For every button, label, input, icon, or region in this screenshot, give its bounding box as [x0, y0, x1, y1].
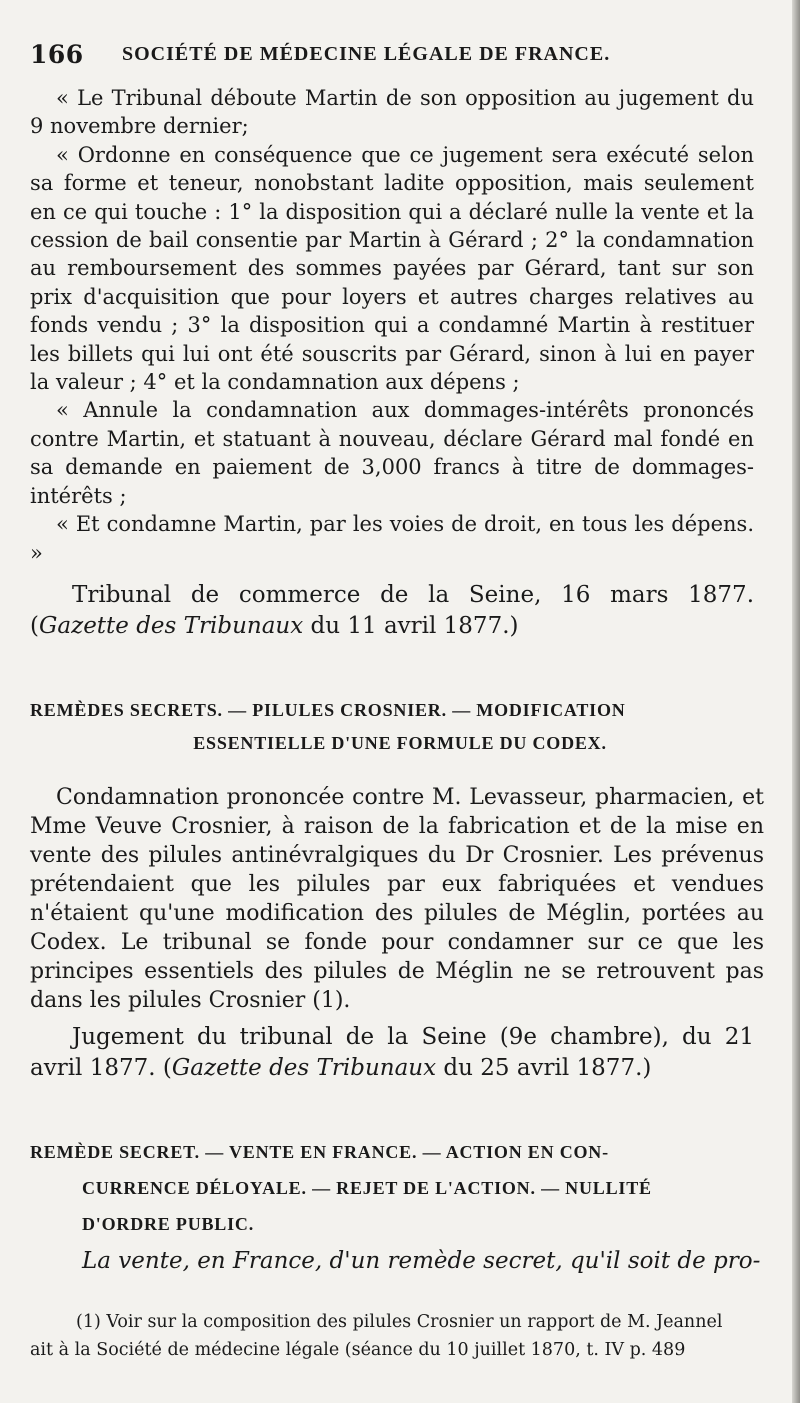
footnote: [30, 1308, 768, 1364]
section-heading-line: ESSENTIELLE D'UNE FORMULE DU CODEX.: [193, 733, 607, 753]
page-header: [30, 40, 770, 74]
reference-text: Tribunal de commerce de la Seine, 16 mars 1877. (: [30, 582, 754, 639]
section-heading-line: D'ORDRE PUBLIC.: [82, 1214, 255, 1234]
judgment-paragraph: « Et condamne Martin, par les voies de droit, en tous les dépens. »: [30, 512, 754, 565]
judgment-paragraph: « Ordonne en conséquence que ce jugement sera exécuté selon sa forme et teneur, nonobstant ladite opposition, mais seulement en ce qui touche : 1° la disposition qui a déclaré nulle la vente et la cession de bail consentie par Martin à Gérard ; 2° la condamnation au remboursement des sommes payées par Gérard, tant sur son prix d'acquisition que pour loyers et autres charges relatives au fonds vendu ; 3° la disposition qui a condamné Martin à restituer les billets qui lui ont été souscrits par Gérard, sinon à lui en payer la valeur ; 4° et la condamnation aux dépens ;: [30, 142, 754, 395]
judgment-text: [30, 84, 754, 567]
judgment-paragraph: « Le Tribunal déboute Martin de son opposition au jugement du 9 novembre dernier;: [30, 86, 754, 139]
reference-tail: du 25 avril 1877.): [436, 1055, 652, 1081]
section-heading-line: REMÈDE SECRET. — VENTE EN FRANCE. — ACTION EN CON-: [30, 1142, 609, 1162]
footnote-line: (1) Voir sur la composition des pilules Crosnier un rapport de M. Jeannel: [76, 1312, 723, 1332]
journal-title: Gazette des Tribunaux: [38, 613, 304, 639]
page-number: 166: [30, 40, 84, 69]
reference-citation-1: [30, 580, 754, 642]
journal-title: Gazette des Tribunaux: [171, 1055, 437, 1081]
section-heading-line: REMÈDES SECRETS. — PILULES CROSNIER. — MODIFICATION: [30, 700, 626, 720]
reference-tail: du 11 avril 1877.): [303, 613, 519, 639]
judgment-paragraph: « Annule la condamnation aux dommages-intérêts prononcés contre Martin, et statuant à nouveau, déclare Gérard mal fondé en sa demande en paiement de 3,000 francs à titre de dommages-intérêts ;: [30, 398, 754, 508]
reference-text: Jugement du tribunal de la Seine (9e chambre), du 21 avril 1877. (: [30, 1024, 754, 1081]
section-2-opening: La vente, en France, d'un remède secret, qu'il soit de pro-: [82, 1248, 761, 1274]
page-edge-shadow: [792, 0, 800, 1403]
reference-citation-2: [30, 1022, 754, 1084]
section-heading-1: [30, 694, 770, 760]
section-1-paragraph: Condamnation prononcée contre M. Levasseur, pharmacien, et Mme Veuve Crosnier, à raison de la fabrication et de la mise en vente des pilules antinévralgiques du Dr Crosnier. Les prévenus prétendaient que les pilules par eux fabriquées et vendues n'étaient qu'une modification des pilules de Méglin, portées au Codex. Le tribunal se fonde pour condamner sur ce que les principes essentiels des pilules de Méglin ne se retrouvent pas dans les pilules Crosnier (1).: [30, 785, 764, 1013]
footnote-line: ait à la Société de médecine légale (séance du 10 juillet 1870, t. IV p. 489: [30, 1340, 686, 1360]
running-title: SOCIÉTÉ DE MÉDECINE LÉGALE DE FRANCE.: [122, 43, 611, 65]
section-heading-2: [30, 1134, 770, 1242]
section-heading-line: CURRENCE DÉLOYALE. — REJET DE L'ACTION. — NULLITÉ: [82, 1178, 652, 1198]
